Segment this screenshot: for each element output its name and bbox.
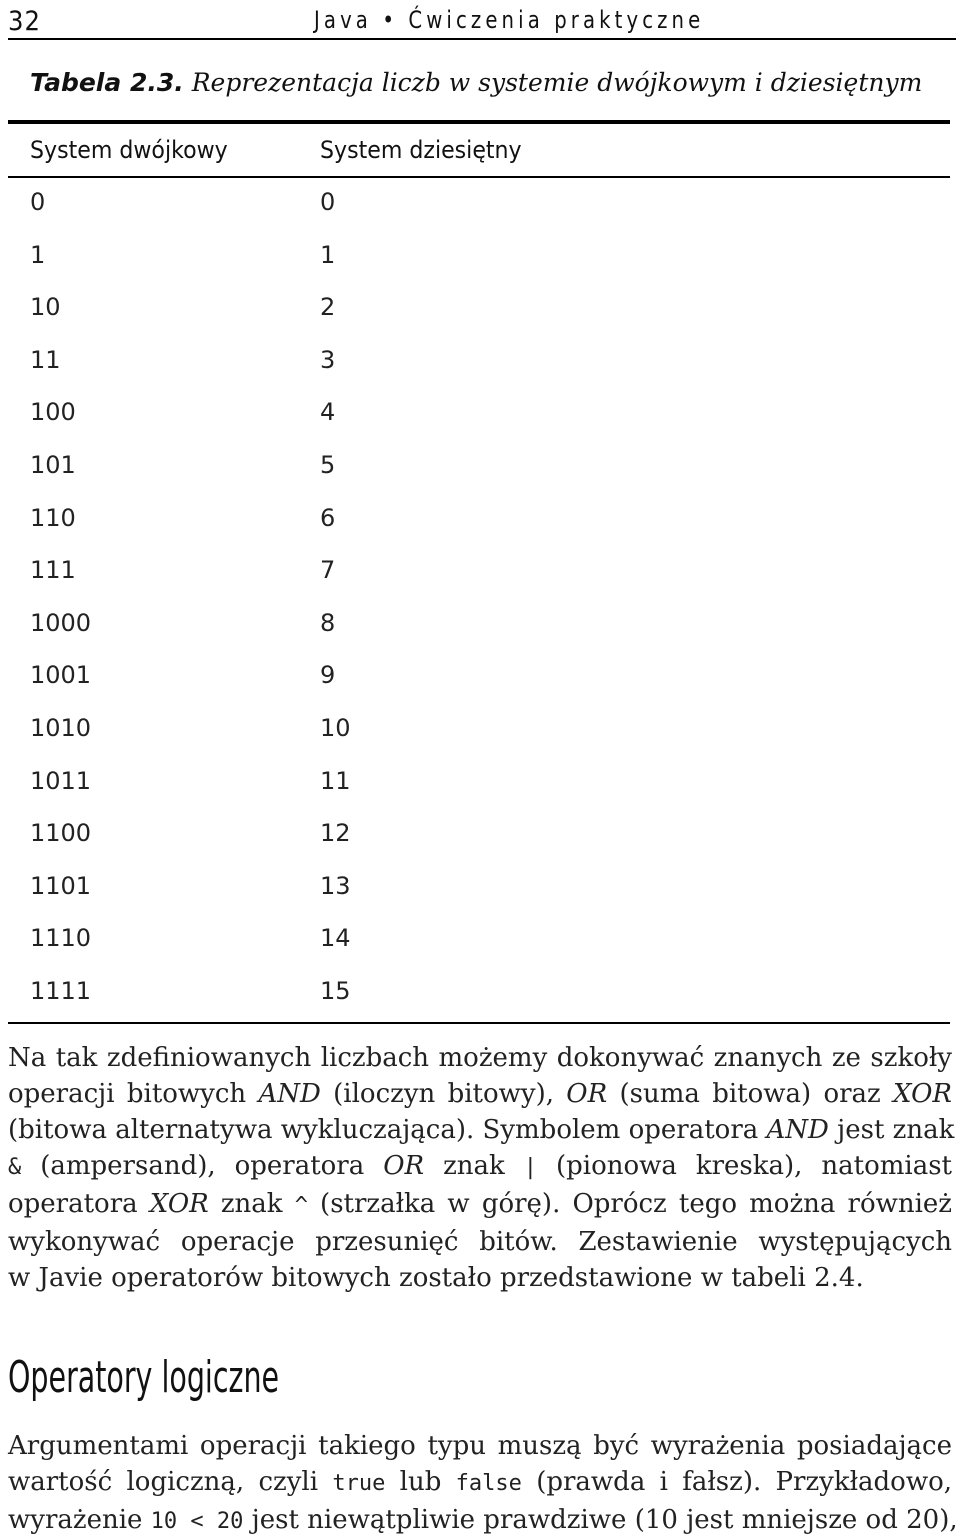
- paragraph-bitwise-operators: [8, 1040, 955, 1296]
- binary-value-cell: 1110: [30, 924, 92, 953]
- table-body: [0, 182, 960, 1024]
- table-caption-label: Tabela 2.3.: [30, 68, 184, 97]
- table-row: [0, 655, 960, 708]
- paragraph-line: wykonywać operacje przesunięć bitów. Zestawienie występujących: [8, 1227, 952, 1257]
- decimal-value-cell: 4: [320, 398, 336, 427]
- table-row: [0, 550, 960, 603]
- table-caption: [30, 68, 922, 97]
- decimal-value-cell: 11: [320, 766, 351, 795]
- decimal-value-cell: 6: [320, 503, 336, 532]
- paragraph-line: w Javie operatorów bitowych zostało przedstawione w tabeli 2.4.: [8, 1263, 864, 1293]
- binary-value-cell: 111: [30, 556, 76, 585]
- binary-value-cell: 11: [30, 345, 61, 374]
- table-row: [0, 340, 960, 393]
- decimal-value-cell: 14: [320, 924, 351, 953]
- binary-value-cell: 0: [30, 188, 46, 216]
- decimal-value-cell: 0: [320, 188, 336, 216]
- table-row: [0, 866, 960, 919]
- binary-value-cell: 1111: [30, 976, 92, 1005]
- binary-value-cell: 100: [30, 398, 76, 427]
- decimal-value-cell: 1: [320, 240, 336, 269]
- decimal-value-cell: 5: [320, 450, 336, 479]
- table-row: [0, 182, 960, 235]
- table-caption-text: Reprezentacja liczb w systemie dwójkowym i dziesiętnym: [191, 68, 923, 97]
- table-row: [0, 392, 960, 445]
- paragraph-logical-operators: [8, 1428, 958, 1540]
- decimal-value-cell: 9: [320, 661, 336, 690]
- decimal-value-cell: 10: [320, 713, 351, 742]
- binary-value-cell: 10: [30, 293, 61, 322]
- binary-value-cell: 1011: [30, 766, 92, 795]
- binary-value-cell: 1010: [30, 713, 92, 742]
- table-row: [0, 445, 960, 498]
- table-row: [0, 918, 960, 971]
- binary-value-cell: 101: [30, 450, 76, 479]
- paragraph-line: wartość logiczną, czyli true lub false (prawda i fałsz). Przykładowo,: [8, 1467, 953, 1497]
- table-row: [0, 498, 960, 551]
- table-header-rule: [8, 176, 950, 178]
- page-number: 32: [8, 6, 41, 37]
- binary-value-cell: 1101: [30, 871, 92, 900]
- paragraph-line: Na tak zdefiniowanych liczbach możemy dokonywać znanych ze szkoły: [8, 1043, 952, 1073]
- paragraph-line: operatora XOR znak ^ (strzałka w górę). Oprócz tego można również: [8, 1189, 952, 1219]
- decimal-value-cell: 8: [320, 608, 336, 637]
- binary-value-cell: 1: [30, 240, 46, 269]
- decimal-value-cell: 13: [320, 871, 351, 900]
- decimal-value-cell: 7: [320, 556, 336, 585]
- paragraph-line: wyrażenie 10 < 20 jest niewątpliwie prawdziwe (10 jest mniejsze od 20),: [8, 1505, 958, 1535]
- paragraph-line: (bitowa alternatywa wykluczająca). Symbolem operatora AND jest znak: [8, 1115, 955, 1145]
- paragraph-line: operacji bitowych AND (iloczyn bitowy), OR (suma bitowa) oraz XOR: [8, 1079, 952, 1109]
- table-row: [0, 813, 960, 866]
- running-head: [8, 4, 956, 40]
- table-row: [0, 761, 960, 814]
- decimal-value-cell: 3: [320, 345, 336, 374]
- paragraph-line: Argumentami operacji takiego typu muszą być wyrażenia posiadające: [8, 1431, 952, 1461]
- decimal-value-cell: 2: [320, 293, 336, 322]
- book-title: Java • Ćwiczenia praktyczne: [314, 6, 705, 34]
- paragraph-line: & (ampersand), operatora OR znak | (pionowa kreska), natomiast: [8, 1151, 952, 1181]
- table-row: [0, 235, 960, 288]
- table-top-rule: [8, 120, 950, 124]
- binary-value-cell: 1001: [30, 661, 92, 690]
- section-heading: Operatory logiczne: [8, 1352, 280, 1403]
- decimal-value-cell: 15: [320, 976, 351, 1005]
- binary-value-cell: 110: [30, 503, 76, 532]
- table-row: [0, 971, 960, 1024]
- table-row: [0, 603, 960, 656]
- table-bottom-rule: [8, 1022, 950, 1024]
- table-header-binary: System dwójkowy: [30, 136, 228, 164]
- table-row: [0, 708, 960, 761]
- table-row: [0, 287, 960, 340]
- binary-value-cell: 1100: [30, 819, 92, 848]
- table-header-decimal: System dziesiętny: [320, 136, 522, 164]
- binary-value-cell: 1000: [30, 608, 92, 637]
- decimal-value-cell: 12: [320, 819, 351, 848]
